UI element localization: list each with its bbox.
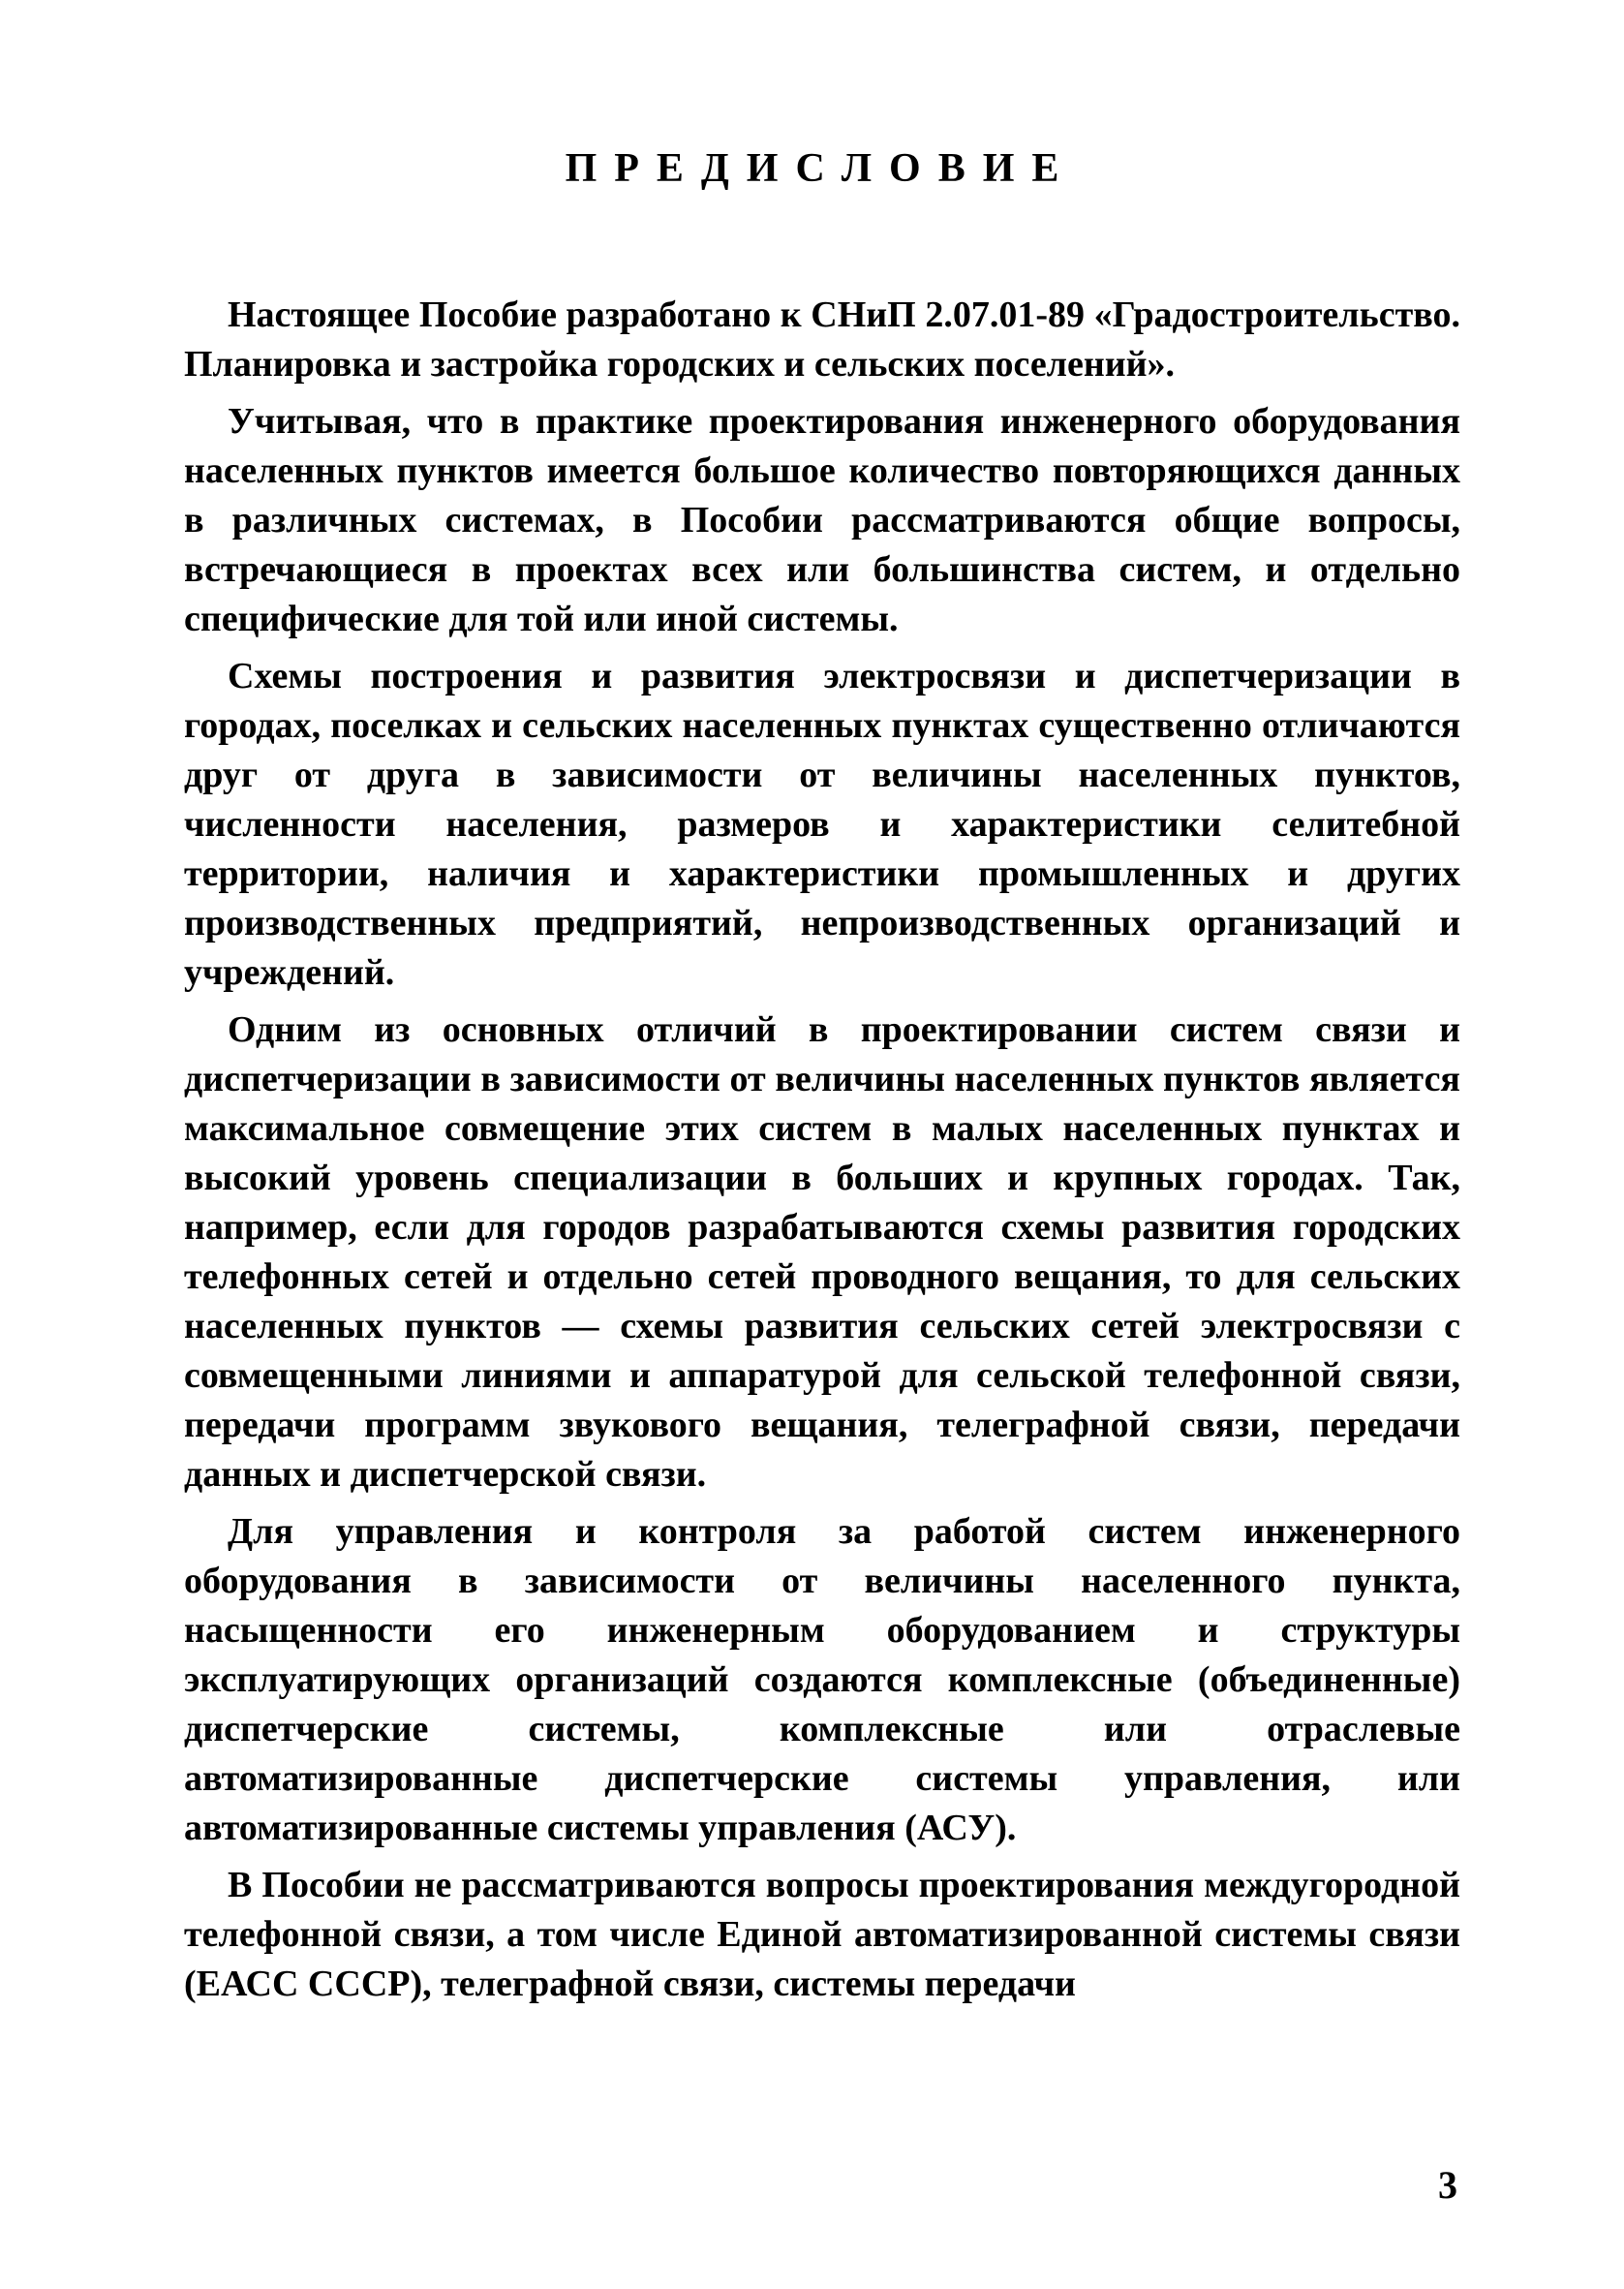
paragraph-6: В Пособии не рассматриваются вопросы проектирования междугородной телефонной связи, а том числе Единой автоматизированной системы связи (ЕАСС СССР), телеграфной связи, системы передачи	[184, 1865, 1460, 2004]
paragraph-4: Одним из основных отличий в проектировании систем связи и диспетчеризации в зависимости от величины населенных пунктов является максимальное совмещение этих систем в малых населенных пунктах и высокий уровень специализации в больших и крупных городах. Так, например, если для городов разрабатываются схемы развития городских телефонных сетей и отдельно сетей проводного вещания, то для сельских населенных пунктов — схемы развития сельских сетей электросвязи с совмещенными линиями и аппаратурой для сельской телефонной связи, передачи программ звукового вещания, телеграфной связи, передачи данных и диспетчерской связи.	[184, 1009, 1460, 1495]
paragraph-2: Учитывая, что в практике проектирования инженерного оборудования населенных пунктов имеется большое количество повторяющихся данных в различных системах, в Пособии рассматриваются общие вопросы, встречающиеся в проектах всех или большинства систем, и отдельно специфические для той или иной системы.	[184, 401, 1460, 639]
body-text	[184, 291, 1460, 2017]
page-number: 3	[1438, 2163, 1457, 2207]
page-heading: ПРЕДИСЛОВИЕ	[565, 146, 1077, 191]
paragraph-5: Для управления и контроля за работой систем инженерного оборудования в зависимости от величины населенного пункта, насыщенности его инженерным оборудованием и структуры эксплуатирующих организаций создаются комплексные (объединенные) диспетчерские системы, комплексные или отраслевые автоматизированные диспетчерские системы управления, или автоматизированные системы управления (АСУ).	[184, 1511, 1460, 1848]
paragraph-1: Настоящее Пособие разработано к СНиП 2.07.01-89 «Градостроительство. Планировка и застройка городских и сельских поселений».	[184, 294, 1460, 385]
paragraph-3: Схемы построения и развития электросвязи и диспетчеризации в городах, поселках и сельских населенных пунктах существенно отличаются друг от друга в зависимости от величины населенных пунктов, численности населения, размеров и характеристики селитебной территории, наличия и характеристики промышленных и других производственных предприятий, непроизводственных организаций и учреждений.	[184, 656, 1460, 993]
